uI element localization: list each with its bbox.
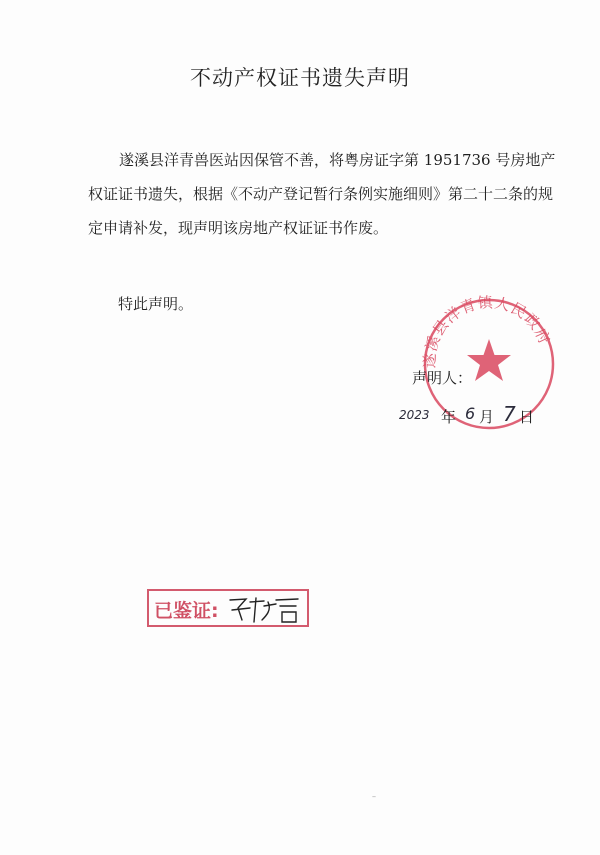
date-day-label: 日 bbox=[519, 408, 535, 426]
date-year: 2023 bbox=[399, 408, 430, 422]
seal-star-icon bbox=[467, 339, 511, 381]
closing-remark: 特此声明。 bbox=[118, 295, 194, 313]
seal-text: 遂溪县洋青镇人民政府 bbox=[420, 294, 554, 369]
date-line bbox=[399, 402, 559, 432]
scan-artifact: – bbox=[372, 792, 376, 801]
date-year-label: 年 bbox=[441, 408, 457, 426]
date-day: 7 bbox=[503, 402, 516, 426]
date-month-label: 月 bbox=[479, 408, 495, 426]
statement-body bbox=[88, 143, 558, 245]
verification-label: 已鉴证: bbox=[154, 600, 219, 622]
document-title: 不动产权证书遗失声明 bbox=[190, 66, 410, 90]
verification-stamp bbox=[146, 586, 314, 630]
date-month: 6 bbox=[465, 404, 476, 423]
statement-paragraph: 遂溪县洋青兽医站因保管不善，将粤房证字第 1951736 号房地产权证证书遗失，根据《不动产登记暂行条例实施细则》第二十二条的规定申请补发，现声明该房地产权证证书作废。 bbox=[88, 151, 556, 237]
signature-icon bbox=[230, 598, 298, 622]
declarant-label: 声明人： bbox=[412, 369, 473, 387]
